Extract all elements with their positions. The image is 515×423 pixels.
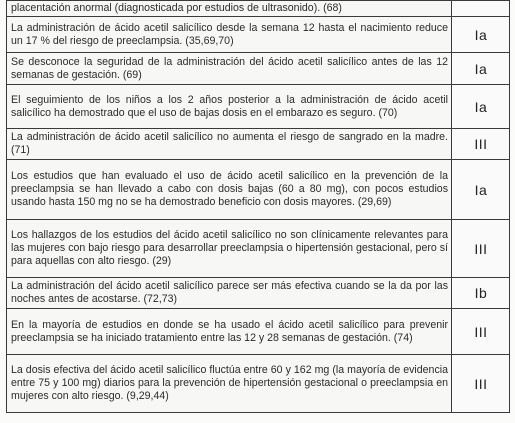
evidence-level: Ia (452, 17, 510, 53)
evidence-statement: placentación anormal (diagnosticada por estudios de ultrasonido). (68) (7, 1, 452, 17)
evidence-statement: La administración de ácido acetil salicílico desde la semana 12 hasta el nacimiento reduce un 17 % del riesgo de preeclampsia. (35,69,70) (7, 17, 452, 53)
table-row (7, 220, 510, 278)
table-row (7, 53, 510, 85)
table-row (7, 355, 510, 413)
evidence-level: III (452, 220, 510, 278)
evidence-level: Ib (452, 278, 510, 309)
table-row (7, 17, 510, 53)
evidence-statement: Los estudios que han evaluado el uso de ácido acetil salicílico en la prevención de la preeclampsia se han llevado a cabo con dosis bajas (60 a 80 mg), con pocos estudios usando hasta 150 mg no se ha demostrado beneficio con dosis mayores. (29,69) (7, 160, 452, 220)
table-row (7, 1, 510, 17)
evidence-level: Ia (452, 160, 510, 220)
table-row (7, 309, 510, 355)
evidence-statement: Los hallazgos de los estudios del ácido acetil salicílico no son clínicamente relevantes para las mujeres con bajo riesgo para desarrollar preeclampsia o hipertensión gestacional, pero sí para aquellas con alto riesgo. (29) (7, 220, 452, 278)
evidence-level: Ia (452, 85, 510, 129)
table-row (7, 160, 510, 220)
table-row (7, 129, 510, 160)
evidence-level: Ia (452, 53, 510, 85)
evidence-statement: La administración de ácido acetil salicílico no aumenta el riesgo de sangrado en la madre. (71) (7, 129, 452, 160)
evidence-statement: Se desconoce la seguridad de la administración del ácido acetil salicílico antes de las 12 semanas de gestación. (69) (7, 53, 452, 85)
evidence-level: III (452, 129, 510, 160)
table-row (7, 85, 510, 129)
evidence-level (452, 1, 510, 17)
evidence-statement: El seguimiento de los niños a los 2 años posterior a la administración de ácido acetil salicílico ha demostrado que el uso de bajas dosis en el embarazo es seguro. (70) (7, 85, 452, 129)
evidence-statement: La administración del ácido acetil salicílico parece ser más efectiva cuando se la da por las noches antes de acostarse. (72,73) (7, 278, 452, 309)
evidence-level: III (452, 355, 510, 413)
evidence-statement: La dosis efectiva del ácido acetil salicílico fluctúa entre 60 y 162 mg (la mayoría de evidencia entre 75 y 100 mg) diarios para la prevención de hipertensión gestacional o preeclampsia en mujeres con alto riesgo. (9,29,44) (7, 355, 452, 413)
evidence-level: III (452, 309, 510, 355)
evidence-statement: En la mayoría de estudios en donde se ha usado el ácido acetil salicílico para prevenir preeclampsia se ha iniciado tratamiento entre las 12 y 28 semanas de gestación. (74) (7, 309, 452, 355)
table-row (7, 278, 510, 309)
evidence-table (6, 0, 510, 413)
